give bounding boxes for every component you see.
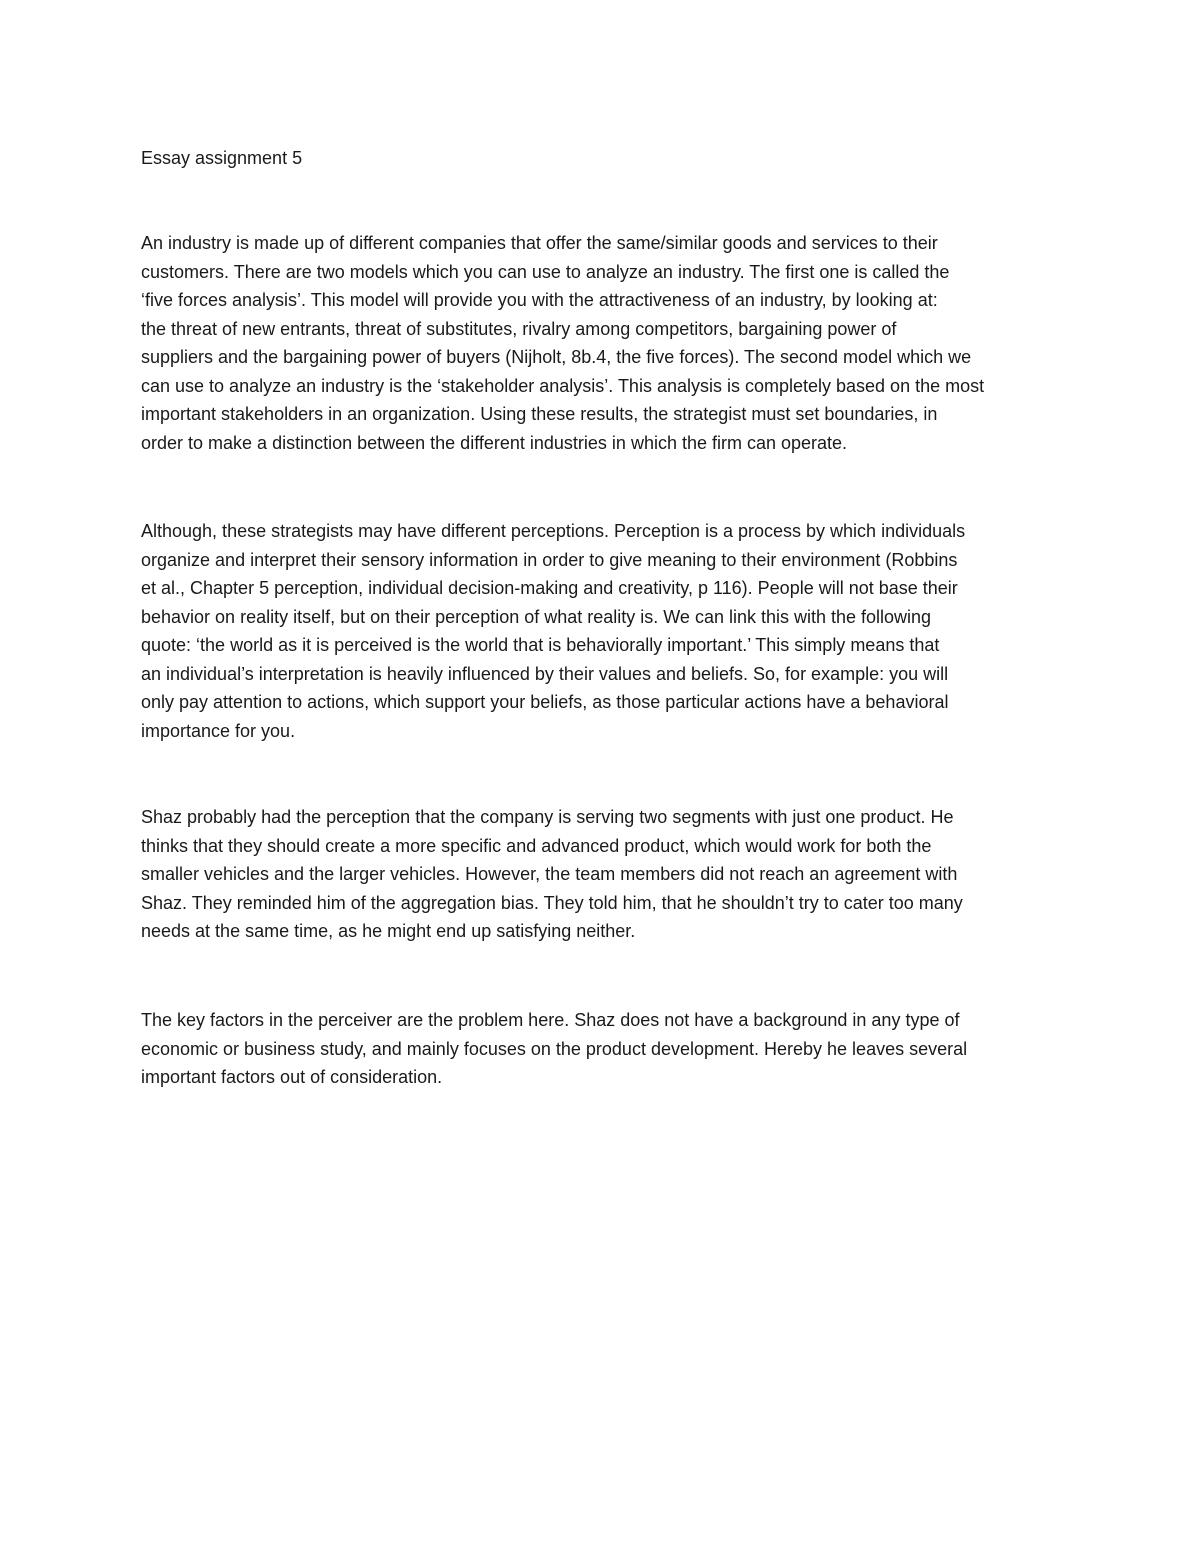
paragraph-line: ‘five forces analysis’. This model will provide you with the attractiveness of an industry, by looking at: [141,290,938,310]
paragraph-line: Shaz probably had the perception that the company is serving two segments with just one product. He [141,807,954,827]
paragraph-line: The key factors in the perceiver are the problem here. Shaz does not have a background in any type of [141,1010,960,1030]
paragraph-line: organize and interpret their sensory information in order to give meaning to their environment (Robbins [141,549,958,570]
paragraph-line: can use to analyze an industry is the ‘stakeholder analysis’. This analysis is completely based on the most [141,375,985,396]
paragraph-industry-analysis [141,229,984,457]
paragraph-line: needs at the same time, as he might end up satisfying neither. [141,921,636,941]
paragraph-line: order to make a distinction between the different industries in which the firm can operate. [141,432,848,453]
paragraph-line: behavior on reality itself, but on their perception of what reality is. We can link this with the following [141,606,932,627]
paragraph-key-factors [141,1006,967,1092]
document-title: Essay assignment 5 [141,148,303,168]
paragraph-line: customers. There are two models which you can use to analyze an industry. The first one is called the [141,261,950,282]
paragraph-line: importance for you. [141,720,296,741]
paragraph-line: thinks that they should create a more specific and advanced product, which would work for both the [141,835,932,856]
paragraph-line: Although, these strategists may have different perceptions. Perception is a process by which individuals [141,521,966,541]
paragraph-shaz-perception [141,803,963,946]
paragraph-line: smaller vehicles and the larger vehicles. However, the team members did not reach an agreement with [141,864,958,884]
paragraph-line: the threat of new entrants, threat of substitutes, rivalry among competitors, bargaining power of [141,318,897,339]
paragraph-line: important factors out of consideration. [141,1067,443,1087]
paragraph-line: economic or business study, and mainly focuses on the product development. Hereby he leaves several [141,1038,968,1059]
paragraph-line: only pay attention to actions, which support your beliefs, as those particular actions have a behavioral [141,692,949,712]
paragraph-line: et al., Chapter 5 perception, individual decision-making and creativity, p 116). People will not base their [141,578,958,598]
paragraph-line: important stakeholders in an organization. Using these results, the strategist must set boundaries, in [141,404,938,424]
paragraph-line: quote: ‘the world as it is perceived is the world that is behaviorally important.’ This simply means that [141,635,940,655]
paragraph-line: suppliers and the bargaining power of buyers (Nijholt, 8b.4, the five forces). The second model which we [141,347,972,367]
paragraph-perception [141,517,965,745]
paragraph-line: An industry is made up of different companies that offer the same/similar goods and services to their [141,233,938,253]
paragraph-line: Shaz. They reminded him of the aggregation bias. They told him, that he shouldn’t try to cater too many [141,892,963,913]
paragraph-line: an individual’s interpretation is heavily influenced by their values and beliefs. So, for example: you will [141,663,949,684]
